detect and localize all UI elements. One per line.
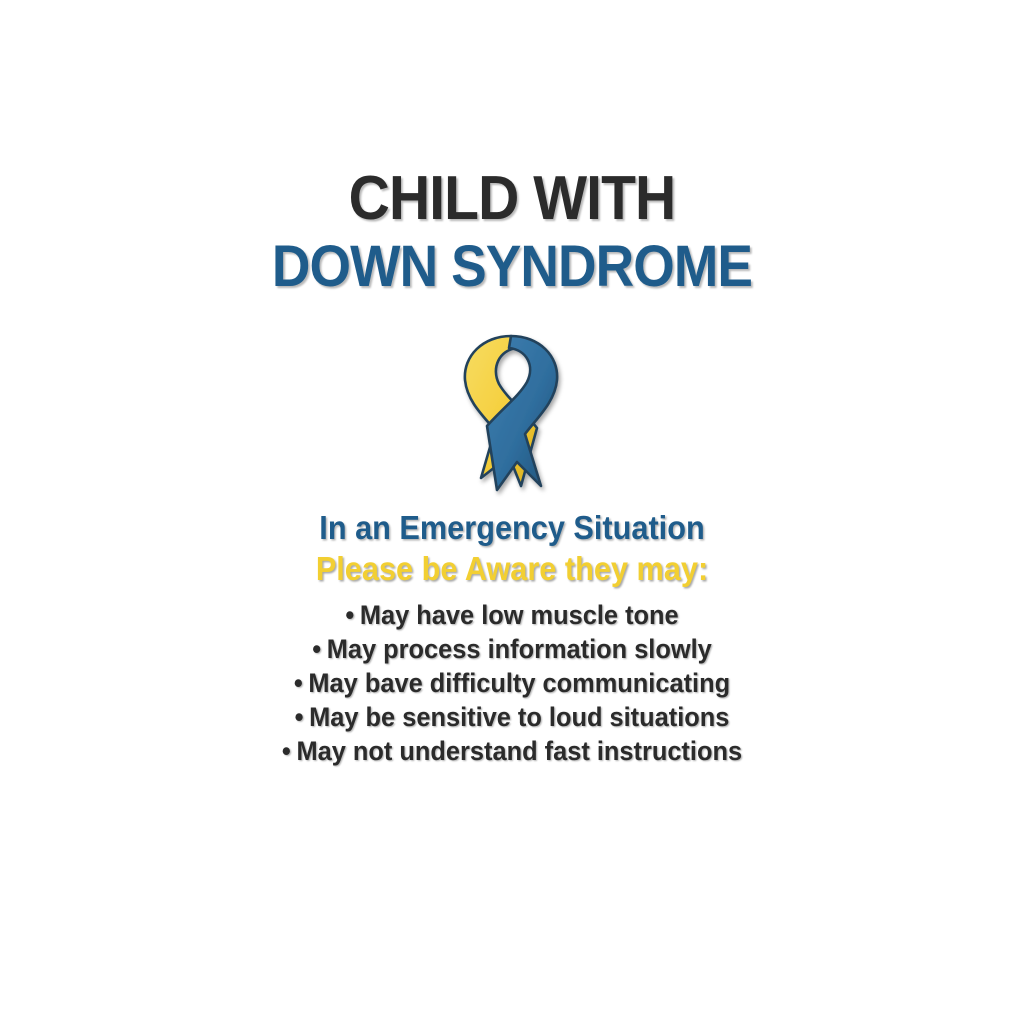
poster-content [0, 164, 1024, 768]
bullet-marker-icon: • [312, 634, 322, 664]
list-item [31, 598, 994, 632]
bullet-marker-icon: • [294, 702, 304, 732]
bullet-marker-icon: • [345, 600, 355, 630]
awareness-bullet-list [0, 598, 1024, 768]
bullet-marker-icon: • [293, 668, 303, 698]
bullet-marker-icon: • [281, 736, 291, 766]
list-item [31, 632, 994, 666]
ribbon-container [0, 310, 1024, 500]
list-item-label: May not understand fast instructions [296, 736, 743, 766]
list-item-label: May have low muscle tone [359, 600, 679, 630]
list-item-label: May bave difficulty communicating [308, 668, 731, 698]
page-title-line-2: DOWN SYNDROME [271, 234, 753, 299]
list-item [31, 734, 994, 768]
list-item [31, 666, 994, 700]
list-item [31, 700, 994, 734]
subtitle-please-be-aware: Please be Aware they may: [315, 550, 709, 587]
list-item-label: May be sensitive to loud situations [309, 702, 730, 732]
page-title-line-1: CHILD WITH [348, 164, 676, 233]
down-syndrome-awareness-ribbon-icon [437, 310, 587, 500]
subtitle-emergency-situation: In an Emergency Situation [319, 509, 705, 546]
list-item-label: May process information slowly [326, 634, 712, 664]
